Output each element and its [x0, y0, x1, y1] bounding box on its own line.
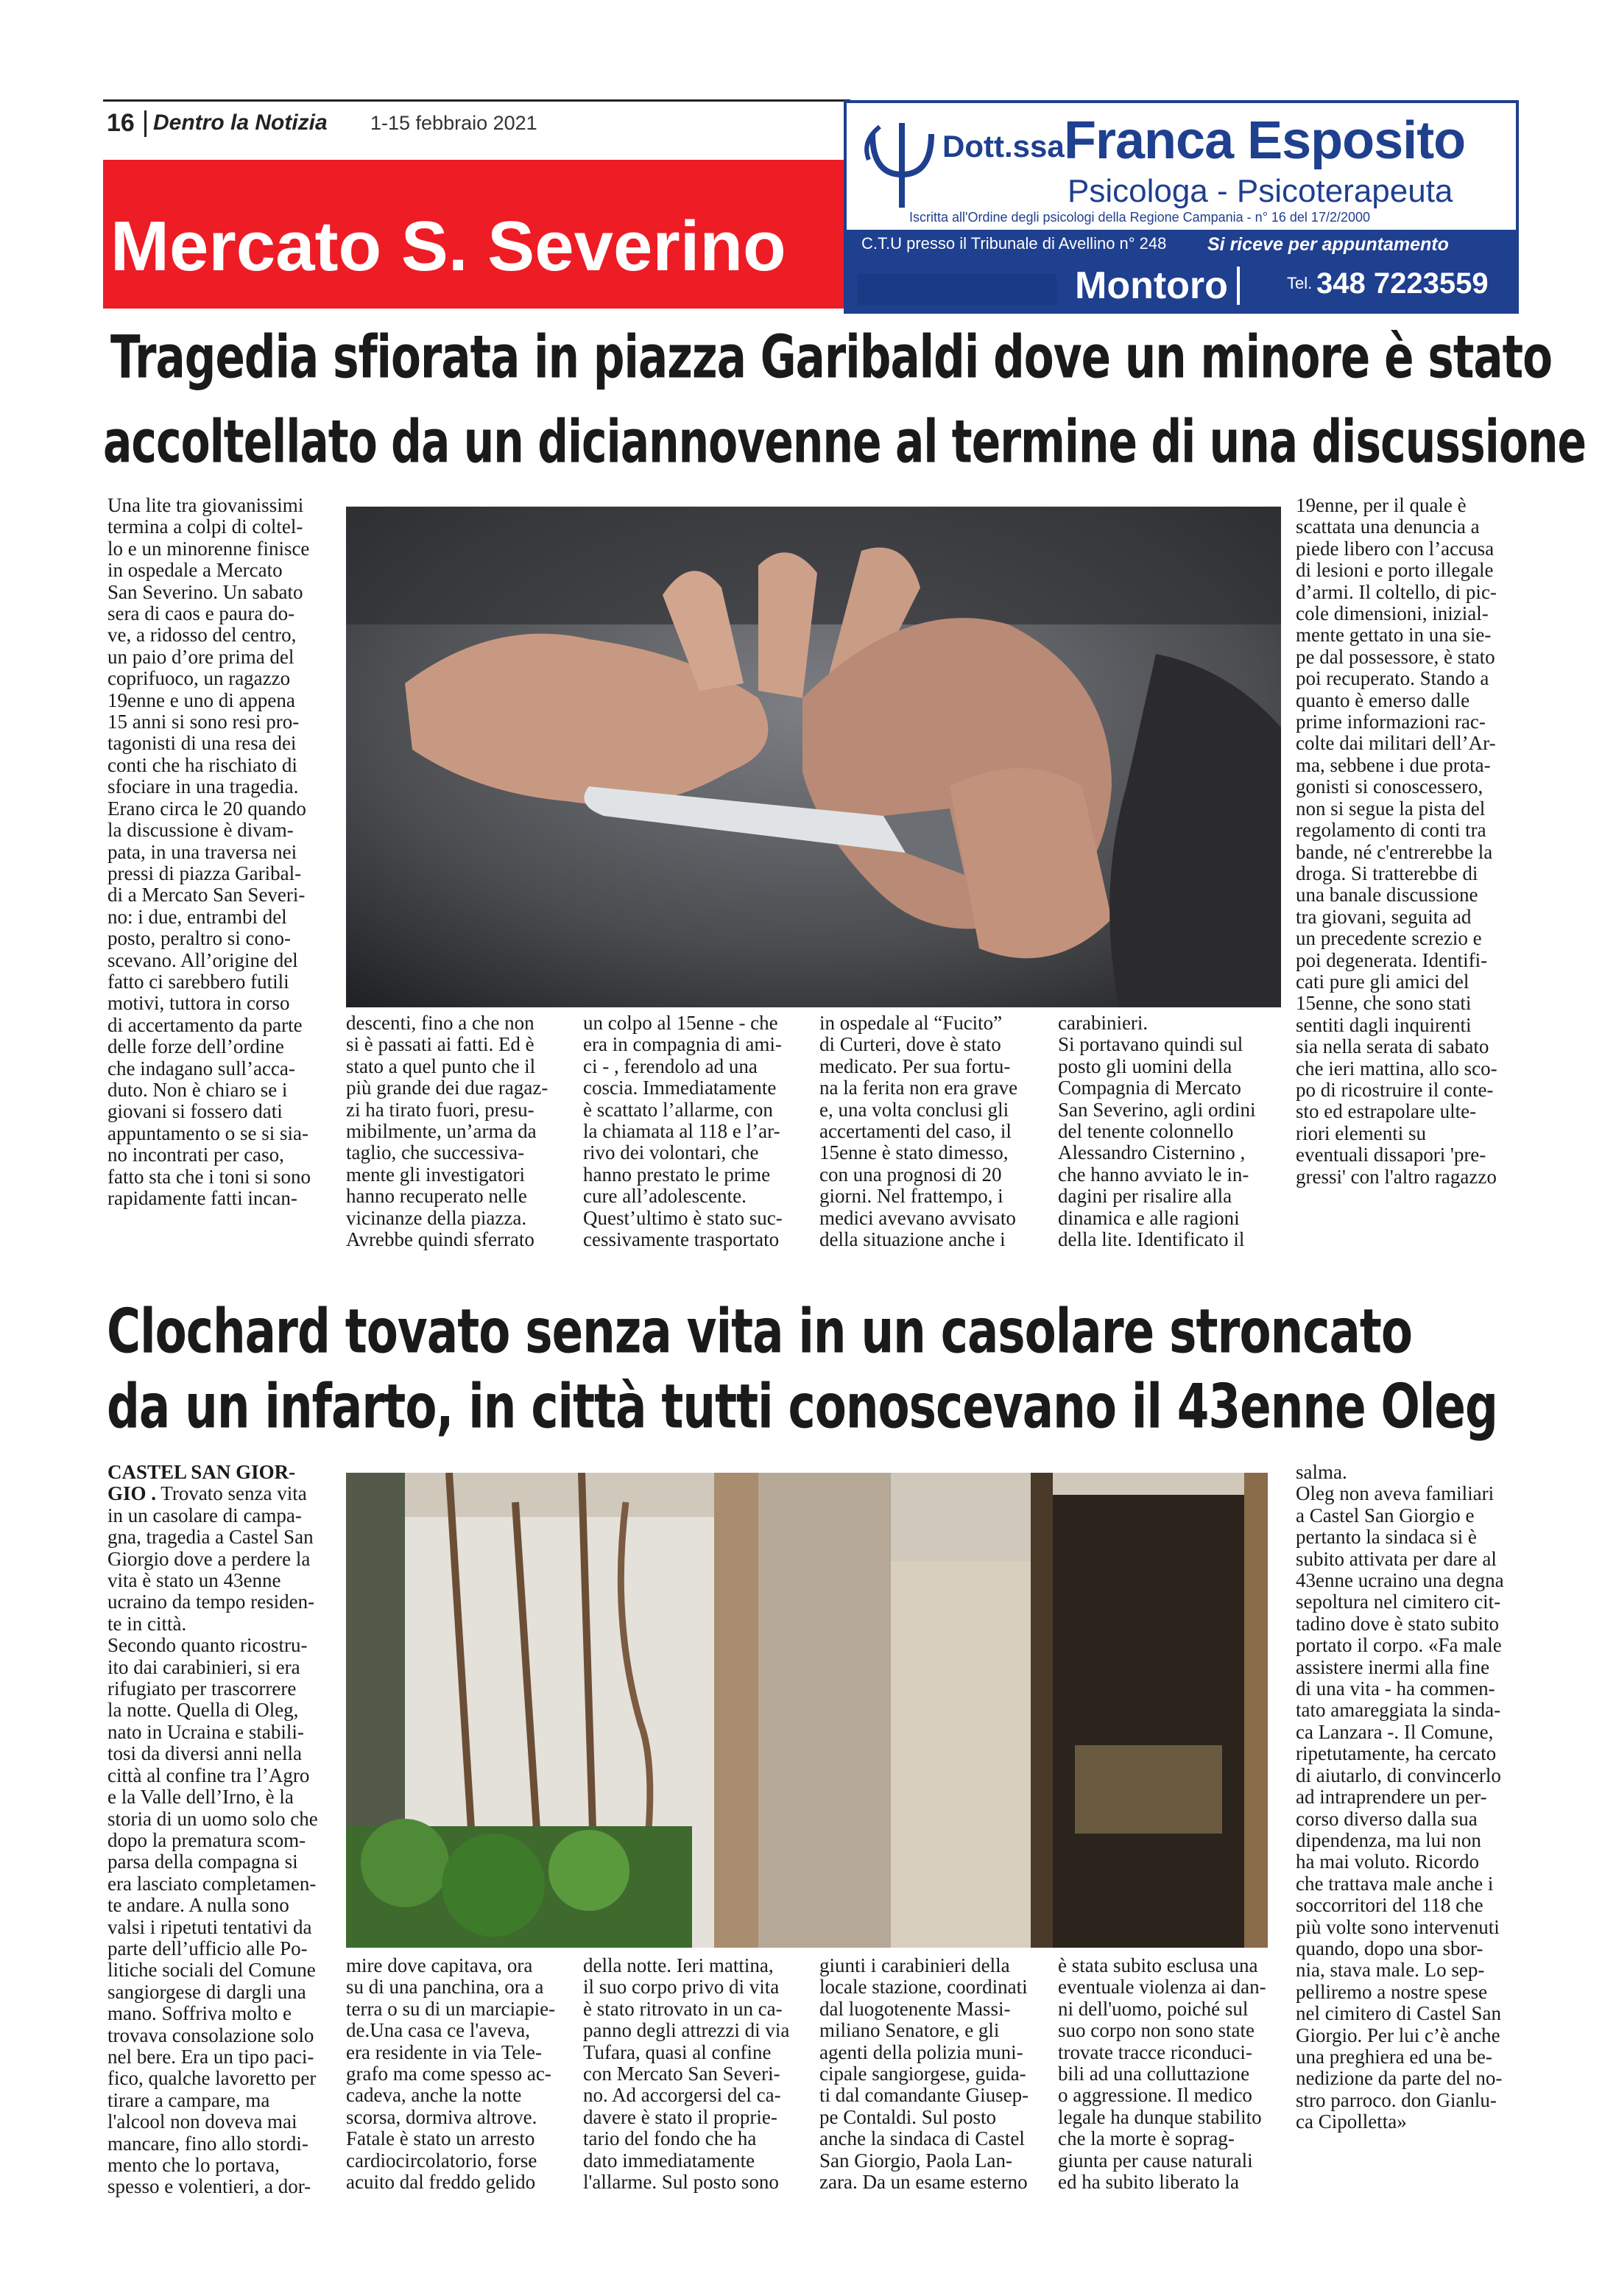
- article2-col2: mire dove capitava, ora su di una panchina, ora a terra o su di un marciapie- de.Una casa ce l'aveva, era residente in via Tele- grafo ma come spesso ac- cadeva, anche la notte scorsa, dormiva altrove. Fatale è stato un arresto cardiocircolatorio, forse acuito dal freddo gelido: [346, 1955, 556, 2194]
- article1-col3: un colpo al 15enne - che era in compagnia di ami- ci - , ferendolo ad una coscia. Immediatamente è scattato l’allarme, con la chiamata al 118 e l’ar- rivo dei volontari, che hanno prestato le prime cure all’adolescente. Quest’ultimo è stato suc- cessivamente trasportato: [583, 1013, 783, 1251]
- ad-band-block: [858, 274, 1056, 305]
- article2-col1-text: Trovato senza vita in un casolare di campa- gna, tragedia a Castel San Giorgio dove a perdere la vita è stato un 43enne ucraino da tempo residen- te in città. Secondo quanto ricostru- ito dai carabinieri, si era rifugiato per trascorrere la notte. Quella di Oleg, nato in Ucraina e stabili- tosi da diversi anni nella città al confine tra l’Agro e la Valle dell’Irno, è la storia di un uomo solo che dopo la prematura scom- parsa della compagna si era lasciato completamen- te andare. A nulla sono valsi i ripetuti tentativi da parte dell’ufficio alle Po- litiche sociali del Comune sangiorgese di dargli una mano. Soffriva molto e trovava consolazione solo nel bere. Era un tipo paci- fico, qualche lavoretto per tirare a campare, ma l'alcool non doveva mai mancare, fino allo stordi- mento che lo portava, spesso e volentieri, a dor-: [107, 1482, 318, 2198]
- article2-col1: [107, 1462, 336, 2264]
- article2-col4: giunti i carabinieri della locale stazione, coordinati dal luogotenente Massi- miliano Senatore, e gli agenti della polizia muni- cipale sangiorgese, guida- ti dal comandante Giusep- pe Contaldi. Sul posto anche la sindaca di Castel San Giorgio, Paola Lan- zara. Da un esame esterno: [819, 1955, 1029, 2194]
- page-number: 16: [107, 109, 135, 137]
- hands-knife-photo: [346, 507, 1281, 1007]
- ad-ctu: C.T.U presso il Tribunale di Avellino n° 248: [861, 234, 1167, 253]
- article2-headline-line2: da un infarto, in città tutti conoscevano il 43enne Oleg: [107, 1371, 1497, 1443]
- ad-registration: Iscritta all'Ordine degli psicologi della Regione Campania - n° 16 del 17/2/2000: [909, 210, 1371, 225]
- header-rule: [103, 99, 850, 102]
- article2-col5: è stata subito esclusa una eventuale violenza ai dan- ni dell'uomo, poiché sul suo corpo non sono state trovate tracce riconduci- bili ad una colluttazione o aggressione. Il medico legale ha dunque stabilito che la morte è soprag- giunta per cause naturali ed ha subito liberato la: [1058, 1955, 1266, 2194]
- section-banner-title: Mercato S. Severino: [110, 207, 786, 286]
- article1-col2: descenti, fino a che non si è passati ai fatti. Ed è stato a quel punto che il più grande dei due ragaz- zi ha tirato fuori, presu- mibilmente, un’arma da taglio, che successiva- mente gli investigatori hanno recuperato nelle vicinanze della piazza. Avrebbe quindi sferrato: [346, 1013, 548, 1251]
- ad-appointment: Si riceve per appuntamento: [1207, 234, 1449, 255]
- article1-col5: carabinieri. Si portavano quindi sul posto gli uomini della Compagnia di Mercato San Severino, agli ordini del tenente colonnello Alessandro Cisternino , che hanno avviato le in- dagini per risalire alla dinamica e alle ragioni della lite. Identificato il: [1058, 1013, 1256, 1251]
- psi-logo-icon: [858, 119, 946, 211]
- ad-name: Franca Esposito: [1064, 111, 1466, 170]
- ad-tel-label: Tel.: [1287, 274, 1313, 292]
- article2-dateline: CASTEL SAN GIOR- GIO .: [107, 1462, 296, 1505]
- article2-headline-line1: Clochard tovato senza vita in un casolare stroncato: [107, 1296, 1413, 1367]
- article1-headline-line2: accoltellato da un diciannovenne al termine di una discussione: [103, 409, 1587, 477]
- ad-prefix: Dott.ssa: [942, 129, 1065, 163]
- ad-divider: [1237, 267, 1240, 305]
- article1-headline-line1: Tragedia sfiorata in piazza Garibaldi dove un minore è stato: [110, 324, 1553, 392]
- article1-col1: Una lite tra giovanissimi termina a colpi di coltel- lo e un minorenne finisce in ospedale a Mercato San Severino. Un sabato sera di caos e paura do- ve, a ridosso del centro, un paio d’ore prima del coprifuoco, un ragazzo 19enne e uno di appena 15 anni si sono resi pro- tagonisti di una resa dei conti che ha rischiato di sfociare in una tragedia. Erano circa le 20 quando la discussione è divam- pata, in una traversa nei pressi di piazza Garibal- di a Mercato San Severi- no: i due, entrambi del posto, peraltro si cono- scevano. All’origine del fatto ci sarebbero futili motivi, tuttora in corso di accertamento da parte delle forze dell’ordine che indagano sull’acca- duto. Non è chiaro se i giovani si fossero dati appuntamento o se si sia- no incontrati per caso, fatto sta che i toni si sono rapidamente fatti incan-: [107, 495, 311, 1209]
- article2-col6: salma. Oleg non aveva familiari a Castel San Giorgio e pertanto la sindaca si è subito attivata per dare al 43enne ucraino una degna sepoltura nel cimitero cit- tadino dove è stato subito portato il corpo. «Fa male assistere inermi alla fine di una vita - ha commen- tato amareggiata la sinda- ca Lanzara -. Il Comune, ripetutamente, ha cercato di aiutarlo, di convincerlo ad intraprendere un per- corso diverso dalla sua dipendenza, ma lui non ha mai voluto. Ricordo che trattava male anche i soccorritori del 118 che più volte sono intervenuti quando, dopo una sbor- nia, stava male. Lo sep- pelliremo a nostre spese nel cimitero di Castel San Giorgio. Per lui c’è anche una preghiera ed una be- nedizione da parte del no- stro parroco. don Gianlu- ca Cipolletta»: [1296, 1462, 1504, 2133]
- header-separator: [144, 110, 147, 137]
- ad-city: Montoro: [1075, 264, 1228, 307]
- ad-phone: 348 7223559: [1316, 267, 1489, 300]
- shed-photo: [346, 1473, 1268, 1948]
- issue-date: 1-15 febbraio 2021: [370, 112, 537, 134]
- ad-profession: Psicologa - Psicoterapeuta: [1068, 173, 1453, 209]
- section-name: Dentro la Notizia: [153, 110, 328, 135]
- article1-col4: in ospedale al “Fucito” di Curteri, dove è stato medicato. Per sua fortu- na la ferita non era grave e, una volta conclusi gli accertamenti del caso, il 15enne è stato dimesso, con una prognosi di 20 giorni. Nel frattempo, i medici avevano avvisato della situazione anche i: [819, 1013, 1018, 1251]
- article1-col6: 19enne, per il quale è scattata una denuncia a piede libero con l’accusa di lesioni e porto illegale d’armi. Il coltello, di pic- cole dimensioni, inizial- mente gettato in una sie- pe dal possessore, è stato poi recuperato. Stando a quanto è emerso dalle prime informazioni rac- colte dai militari dell’Ar- ma, sebbene i due prota- gonisti si conoscessero, non si segue la pista del regolamento di conti tra bande, né c'entrerebbe la droga. Si tratterebbe di una banale discussione tra giovani, seguita ad un precedente screzio e poi degenerata. Identifi- cati pure gli amici del 15enne, che sono stati sentiti dagli inquirenti sia nella serata di sabato che ieri mattina, allo sco- po di ricostruire il conte- sto ed estrapolare ulte- riori elementi su eventuali dissapori 'pre- gressi' con l'altro ragazzo: [1296, 495, 1497, 1188]
- article2-col3: della notte. Ieri mattina, il suo corpo privo di vita è stato ritrovato in un ca- panno degli attrezzi di via Tufara, quasi al confine con Mercato San Severi- no. Ad accorgersi del ca- davere è stato il proprie- tario del fondo che ha dato immediatamente l'allarme. Sul posto sono: [583, 1955, 790, 2194]
